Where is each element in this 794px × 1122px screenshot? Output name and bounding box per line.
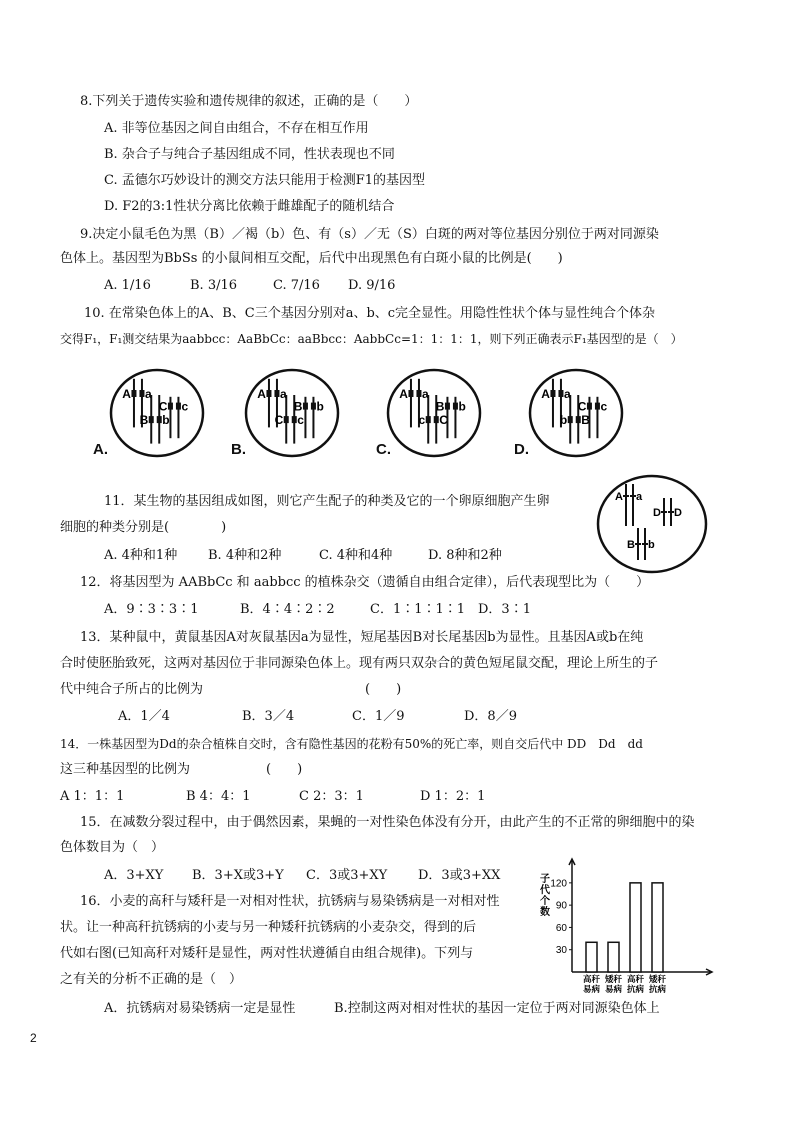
q16-ytick-label-3: 90: [555, 900, 567, 912]
q16-category-label-1-1: 高秆: [582, 974, 601, 984]
q15-option-c: C．3或3+XY: [306, 868, 388, 883]
q10-cell-a-locus-1-1: [131, 390, 136, 397]
q10-cell-a-locus-2-1: [149, 416, 154, 423]
q10-cell-c-gene-2: a: [421, 387, 429, 401]
q10-cell-d-gene-4: B: [581, 413, 590, 428]
q10-cell-a-svg: [109, 368, 205, 458]
q16-ylabel-char-4: 数: [540, 907, 550, 918]
q16-bar-3: [630, 883, 641, 972]
q12-option-d: D．3∶1: [478, 602, 531, 617]
q16-bar-4: [652, 883, 663, 972]
q10-cell-b-gene-4: c: [297, 413, 304, 428]
q10-cell-a-locus-3-2: [176, 403, 181, 410]
q11-gene-6: b: [648, 539, 655, 551]
q10-cell-b-locus-2-1: [284, 416, 289, 423]
q10-line1: 10. 在常染色体上的A、B、C三个基因分别对a、b、c完全显性。用隐性性状个体与显性纯合个体杂: [84, 306, 656, 321]
q10-cell-c-gene-1: A: [399, 387, 408, 401]
q10-cell-d-gene-6: c: [600, 399, 608, 414]
q13-option-c: C．1／9: [352, 709, 405, 724]
q12-option-c: C．1∶1∶1∶1: [370, 602, 466, 617]
q15-option-d: D．3或3+XX: [418, 868, 501, 883]
q16-ylabel-char-1: 子: [540, 874, 550, 885]
q11-gene-1: A: [615, 491, 623, 503]
q10-cell-d-gene-5: C: [577, 399, 587, 414]
q10-cell-c-svg: [386, 368, 482, 458]
q16-line2: 状。让一种高秆抗锈病的小麦与另一种矮秆抗锈病的小麦杂交，得到的后: [60, 920, 477, 935]
q16-line4: 之有关的分析不正确的是（ ）: [60, 972, 243, 987]
q9-option-a: A. 1/16: [104, 278, 151, 293]
q16-option-a: A．抗锈病对易染锈病一定是显性: [104, 1001, 296, 1016]
q13-paren: ( ): [365, 682, 402, 697]
q10-label-b: B.: [231, 441, 246, 458]
page-number: 2: [30, 1031, 37, 1045]
q10-cell-d-locus-2-2: [576, 416, 581, 423]
q10-cell-d-locus-3-1: [587, 403, 592, 410]
q10-cell-b-svg: [244, 368, 340, 458]
q16-bar-1: [586, 942, 597, 972]
q10-cell-b-locus-1-2: [274, 390, 279, 397]
q10-cell-d-locus-2-1: [568, 416, 573, 423]
q10-cell-b-locus-2-2: [292, 416, 297, 423]
q10-cell-d-gene-1: A: [541, 387, 550, 401]
q10-cell-a-gene-2: a: [144, 387, 152, 401]
q13-line3: 代中纯合子所占的比例为: [60, 682, 204, 697]
q14-paren: ( ): [266, 762, 303, 777]
q10-cell-b-gene-2: a: [279, 387, 287, 401]
q9-line1: 9.决定小鼠毛色为黑（B）／褐（b）色、有（s）／无（S）白斑的两对等位基因分别位于两对同源染: [80, 227, 659, 242]
q10-cell-a-gene-3: B: [139, 413, 149, 428]
q10-cell-a-locus-2-2: [157, 416, 162, 423]
q9-line2: 色体上。基因型为BbSs 的小鼠间相互交配，后代中出现黑色有白斑小鼠的比例是( ): [60, 251, 563, 266]
q14-option-d: D 1：2：1: [420, 789, 486, 804]
q16-ytick-label-1: 30: [555, 945, 567, 957]
q11-option-c: C. 4种和4种: [319, 548, 393, 563]
q16-bar-2: [608, 942, 619, 972]
q16-ytick-label-4: 120: [550, 878, 567, 890]
q10-cell-c-gene-3: c: [418, 413, 426, 428]
q9-option-c: C. 7/16: [273, 278, 320, 293]
q10-label-d: D.: [514, 441, 529, 458]
q16-ylabel-char-3: 个: [540, 896, 550, 907]
q11-gene-5: B: [627, 539, 635, 551]
q10-label-c: C.: [376, 441, 391, 458]
q10-cell-c-gene-6: b: [458, 399, 466, 414]
q9-option-b: B. 3/16: [190, 278, 238, 293]
q8-option-c: C. 孟德尔巧妙设计的测交方法只能用于检测F1的基因型: [104, 173, 426, 188]
q8-stem: 8.下列关于遗传实验和遗传规律的叙述，正确的是（ ）: [80, 94, 418, 109]
q10-cell-a-gene-5: C: [158, 399, 168, 414]
q16-ylabel-char-2: 代: [540, 885, 550, 896]
q10-cell-c-locus-2-2: [434, 416, 439, 423]
q11-line2: 细胞的种类分别是( ): [60, 520, 227, 535]
q10-label-a: A.: [93, 441, 108, 458]
q15-line1: 15．在减数分裂过程中，由于偶然因素，果蝇的一对性染色体没有分开，由此产生的不正常的卵细胞中的染: [80, 815, 695, 830]
q10-cell-a: [109, 368, 205, 458]
q13-option-a: A．1／4: [118, 709, 170, 724]
q15-option-a: A．3+XY: [104, 868, 164, 883]
q11-gene-4: D: [674, 507, 682, 519]
q9-option-d: D. 9/16: [348, 278, 396, 293]
q10-cell-b-gene-1: A: [257, 387, 266, 401]
q11-cell: [596, 474, 708, 574]
q14-line1: 14．一株基因型为Dd的杂合植株自交时，含有隐性基因的花粉有50%的死亡率，则自交后代中 DD Dd dd: [60, 737, 643, 751]
q10-cell-d-gene-3: b: [559, 413, 568, 428]
q16-line3: 代如右图(已知高秆对矮秆是显性，两对性状遵循自由组合规律)。下列与: [60, 946, 474, 961]
q13-option-d: D．8／9: [464, 709, 517, 724]
q16-option-b: B.控制这两对相对性状的基因一定位于两对同源染色体上: [334, 1001, 660, 1016]
q10-cell-b-locus-1-1: [266, 390, 271, 397]
q10-cell-d-gene-2: a: [563, 387, 571, 401]
q10-cell-c-locus-3-1: [445, 403, 450, 410]
q16-category-label-1-2: 易病: [582, 984, 601, 994]
q10-cell-a-gene-1: A: [122, 387, 131, 401]
q10-cell-d-locus-1-2: [558, 390, 563, 397]
q14-option-b: B 4：4：1: [186, 789, 251, 804]
q10-line2: 交得F₁，F₁测交结果为aabbcc：AaBbCc：aaBbcc：AabbCc=1：1：1：1，则下列正确表示F₁基因型的是（ ）: [60, 332, 683, 346]
q10-cell-d-locus-3-2: [595, 403, 600, 410]
q16-line1: 16．小麦的高秆与矮秆是一对相对性状，抗锈病与易染锈病是一对相对性: [80, 894, 500, 909]
q12-option-b: B．4∶4∶2∶2: [240, 602, 335, 617]
q14-option-c: C 2：3：1: [299, 789, 364, 804]
q10-cell-b-locus-3-1: [303, 403, 308, 410]
q11-option-b: B. 4种和2种: [208, 548, 282, 563]
q10-cell-d-svg: [528, 368, 624, 458]
q10-cell-d-membrane: [530, 370, 622, 456]
q10-cell-b-gene-3: C: [274, 413, 284, 428]
q11-gene-3: D: [653, 507, 661, 519]
q10-cell-c-gene-4: C: [439, 413, 448, 428]
q15-line2: 色体数目为（ ）: [60, 840, 165, 855]
q11-gene-2: a: [636, 491, 643, 503]
q10-cell-c-locus-1-2: [416, 390, 421, 397]
q10-cell-a-locus-1-2: [139, 390, 144, 397]
q13-option-b: B．3／4: [242, 709, 295, 724]
q13-line1: 13．某种鼠中，黄鼠基因A对灰鼠基因a为显性，短尾基因B对长尾基因b为显性。且基因A或b在纯: [80, 630, 644, 645]
q10-cell-a-locus-3-1: [168, 403, 173, 410]
q10-cell-c: [386, 368, 482, 458]
q8-option-a: A. 非等位基因之间自由组合，不存在相互作用: [104, 121, 369, 136]
q14-option-a: A 1：1：1: [60, 789, 125, 804]
q16-category-label-2-1: 矮秆: [604, 974, 623, 984]
q10-cell-a-gene-6: c: [181, 399, 189, 414]
q16-category-label-4-1: 矮秆: [648, 974, 667, 984]
q12-option-a: A．9∶3∶3∶1: [104, 602, 199, 617]
q16-category-label-3-2: 抗病: [626, 984, 645, 994]
q10-cell-c-locus-1-1: [408, 390, 413, 397]
q11-option-d: D. 8种和2种: [428, 548, 502, 563]
q10-cell-b-gene-5: B: [293, 399, 303, 414]
q10-cell-b-locus-3-2: [311, 403, 316, 410]
q11-line1: 11．某生物的基因组成如图，则它产生配子的种类及它的一个卵原细胞产生卵: [104, 494, 550, 509]
q10-cell-c-locus-3-2: [453, 403, 458, 410]
q10-cell-d-locus-1-1: [550, 390, 555, 397]
q10-cell-b: [244, 368, 340, 458]
q10-cell-c-membrane: [388, 370, 480, 456]
q8-option-b: B. 杂合子与纯合子基因组成不同，性状表现也不同: [104, 147, 395, 162]
q8-option-d: D. F2的3:1性状分离比依赖于雌雄配子的随机结合: [104, 199, 395, 214]
q10-cell-d: [528, 368, 624, 458]
q10-cell-c-gene-5: B: [435, 399, 445, 414]
q14-line2: 这三种基因型的比例为: [60, 762, 191, 777]
q16-bar-chart: [530, 856, 716, 996]
q13-line2: 合时使胚胎致死，这两对基因位于非同源染色体上。现有两只双杂合的黄色短尾鼠交配，理论上所生的子: [60, 656, 659, 671]
q10-cell-b-gene-6: b: [316, 399, 324, 414]
q15-option-b: B．3+X或3+Y: [192, 868, 284, 883]
q12-stem: 12．将基因型为 AABbCc 和 aabbcc 的植株杂交（遗循自由组合定律），后代表现型比为（ ）: [80, 575, 650, 590]
q10-cell-b-membrane: [246, 370, 338, 456]
q16-ytick-label-2: 60: [555, 922, 567, 934]
q16-category-label-2-2: 易病: [604, 984, 623, 994]
q16-category-label-4-2: 抗病: [648, 984, 667, 994]
q10-cell-c-locus-2-1: [426, 416, 431, 423]
q11-option-a: A. 4种和1种: [104, 548, 178, 563]
q16-category-label-3-1: 高秆: [626, 974, 645, 984]
q10-cell-a-membrane: [111, 370, 203, 456]
q10-cell-a-gene-4: b: [162, 413, 170, 428]
q11-cell-svg: [596, 474, 708, 574]
